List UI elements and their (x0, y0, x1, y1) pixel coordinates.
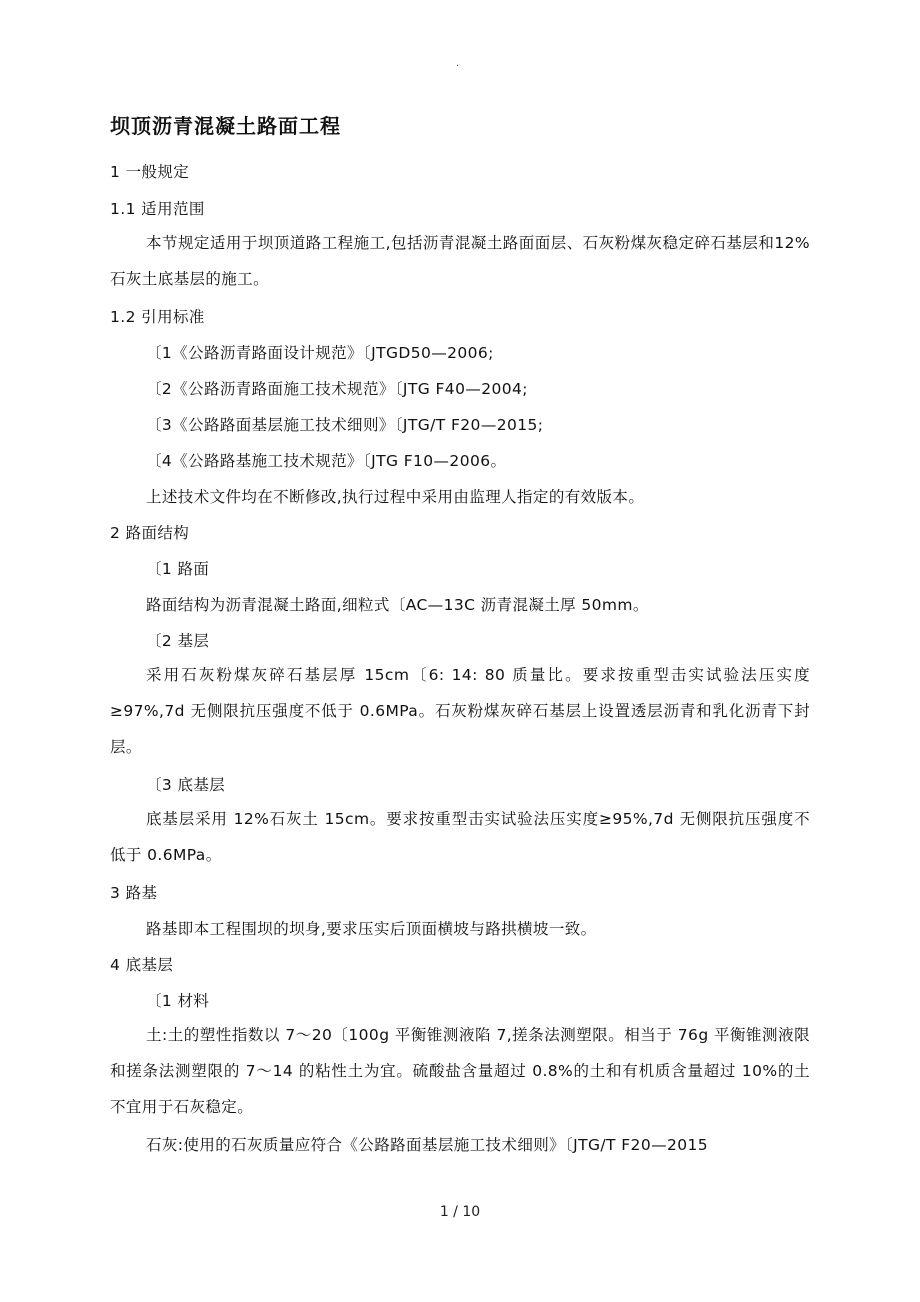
reference-item-4: 〔4《公路路基施工技术规范》〔JTG F10—2006。 (146, 452, 507, 470)
section-2-1-heading: 〔1 路面 (146, 560, 210, 578)
section-4-heading: 4 底基层 (110, 956, 174, 974)
section-2-heading: 2 路面结构 (110, 524, 190, 542)
reference-item-1: 〔1《公路沥青路面设计规范》〔JTGD50—2006; (146, 344, 494, 362)
section-4-1-heading: 〔1 材料 (146, 992, 210, 1010)
reference-item-2: 〔2《公路沥青路面施工技术规范》〔JTG F40—2004; (146, 380, 528, 398)
section-1-heading: 1 一般规定 (110, 163, 190, 181)
section-1-2-heading: 1.2 引用标准 (110, 308, 205, 326)
subgrade-paragraph: 路基即本工程围坝的坝身,要求压实后顶面横坡与路拱横坡一致。 (146, 920, 597, 938)
lime-material-paragraph: 石灰:使用的石灰质量应符合《公路路面基层施工技术细则》〔JTG/T F20—2015 (146, 1136, 709, 1154)
soil-material-paragraph: 土:土的塑性指数以 7～20〔100g 平衡锥测液陷 7,搓条法测塑限。相当于 76g 平衡锥测液限和搓条法测塑限的 7～14 的粘性土为宜。硫酸盐含量超过 0.8%的土和有机质含量超过 10%的土不宜用于石灰稳定。 (110, 1026, 810, 1116)
page-number: 1 / 10 (439, 1204, 481, 1220)
section-3-heading: 3 路基 (110, 884, 158, 902)
section-1-1-heading: 1.1 适用范围 (110, 200, 205, 218)
reference-item-3: 〔3《公路路面基层施工技术细则》〔JTG/T F20—2015; (146, 416, 544, 434)
reference-note: 上述技术文件均在不断修改,执行过程中采用由监理人指定的有效版本。 (146, 488, 645, 506)
subbase-paragraph: 底基层采用 12%石灰土 15cm。要求按重型击实试验法压实度≥95%,7d 无侧限抗压强度不低于 0.6MPa。 (110, 810, 810, 864)
pavement-paragraph: 路面结构为沥青混凝土路面,细粒式〔AC—13C 沥青混凝土厚 50mm。 (146, 596, 649, 614)
section-2-3-heading: 〔3 底基层 (146, 776, 226, 794)
section-2-2-heading: 〔2 基层 (146, 632, 210, 650)
scope-paragraph: 本节规定适用于坝顶道路工程施工,包括沥青混凝土路面面层、石灰粉煤灰稳定碎石基层和12%石灰土底基层的施工。 (110, 234, 810, 288)
page-title: 坝顶沥青混凝土路面工程 (110, 114, 341, 138)
header-dot: . (456, 58, 460, 69)
base-layer-paragraph: 采用石灰粉煤灰碎石基层厚 15cm〔6: 14: 80 质量比。要求按重型击实试验法压实度≥97%,7d 无侧限抗压强度不低于 0.6MPa。石灰粉煤灰碎石基层上设置透层沥青和乳化沥青下封层。 (110, 666, 810, 756)
